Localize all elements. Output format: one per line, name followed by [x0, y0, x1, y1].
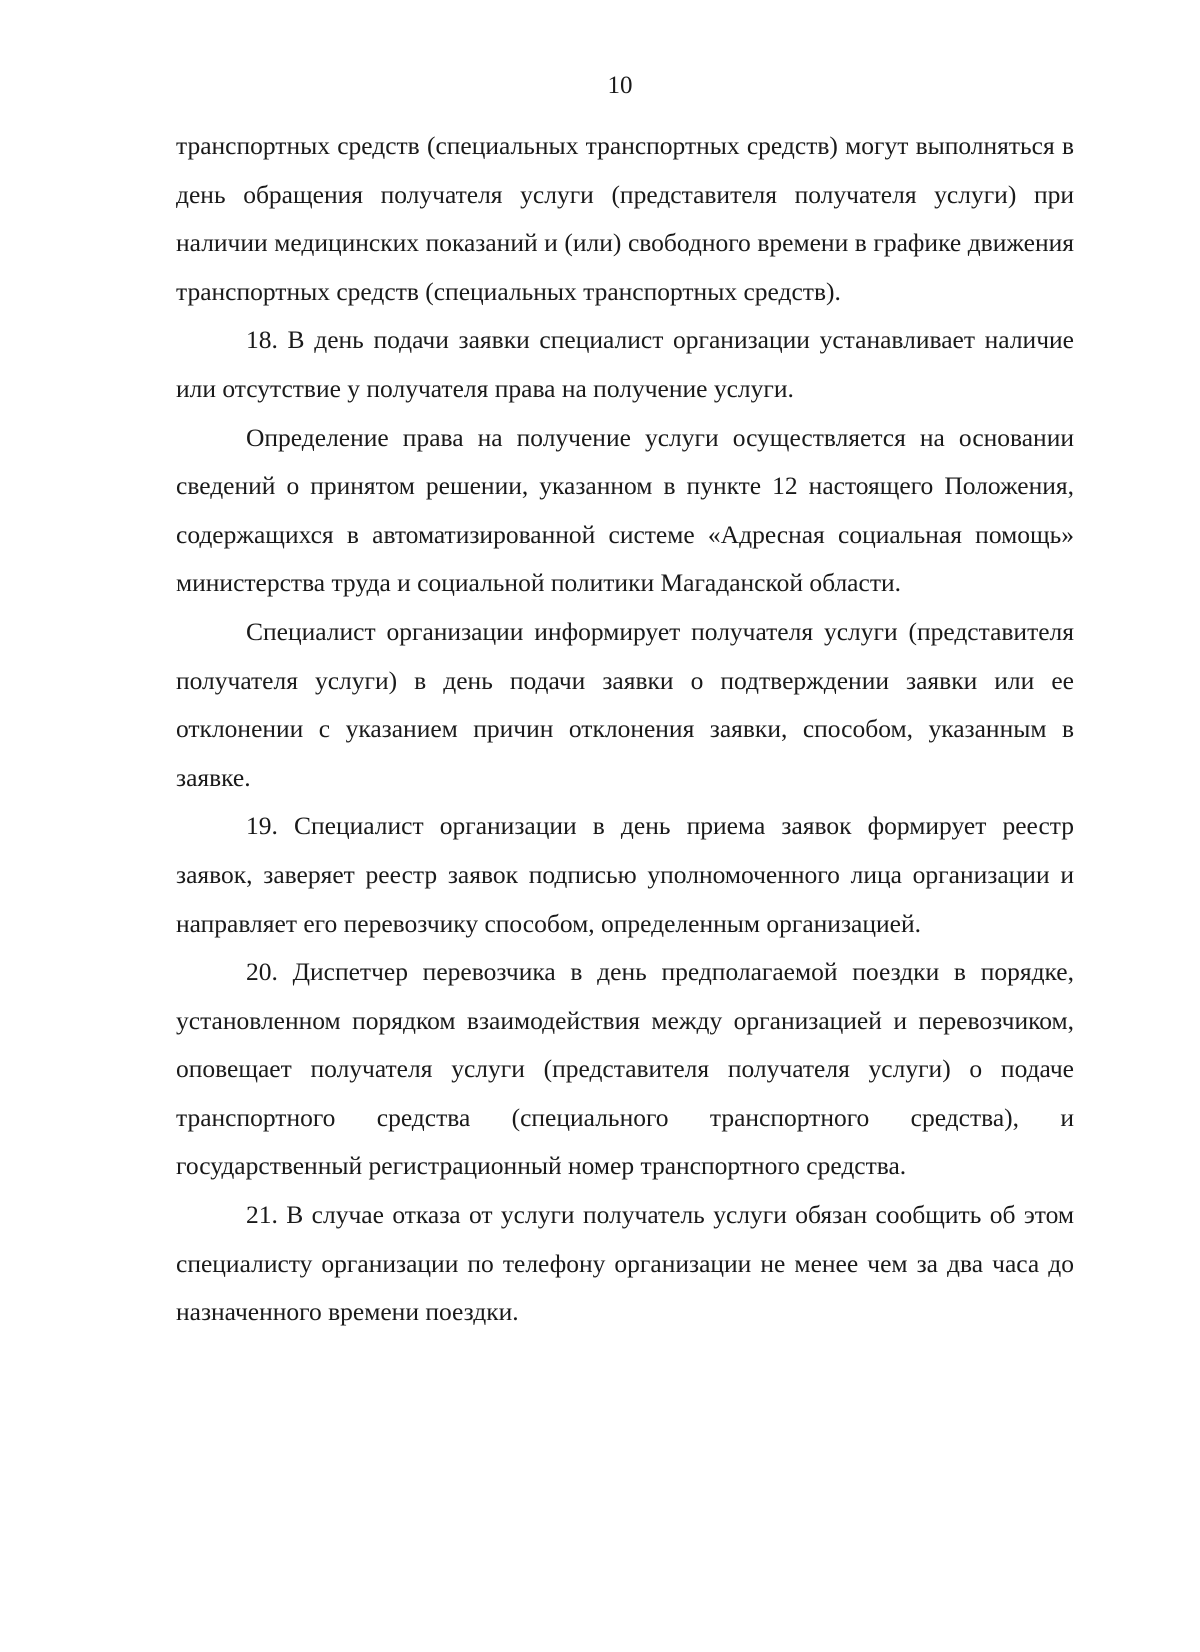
- paragraph-item-18: 18. В день подачи заявки специалист организации устанавливает наличие или отсутствие у получателя права на получение услуги.: [176, 325, 1074, 403]
- paragraph-item-20: 20. Диспетчер перевозчика в день предполагаемой поездки в порядке, установленном порядком взаимодействия между организацией и перевозчиком, оповещает получателя услуги (представителя получателя услуги) о подаче транспортного средства (специального транспортного средства), и государственный регистрационный номер транспортного средства.: [176, 957, 1074, 1181]
- document-body: [176, 122, 1074, 1337]
- page-number: 10: [607, 72, 633, 99]
- paragraph-specialist-informs: Специалист организации информирует получателя услуги (представителя получателя услуги) в день подачи заявки о подтверждении заявки или ее отклонении с указанием причин отклонения заявки, способом, указанным в заявке.: [176, 616, 1074, 792]
- paragraph-item-19: 19. Специалист организации в день приема заявок формирует реестр заявок, заверяет реестр заявок подписью уполномоченного лица организации и направляет его перевозчику способом, определенным организацией.: [176, 811, 1074, 938]
- paragraph-right-determination: Определение права на получение услуги осуществляется на основании сведений о принятом решении, указанном в пункте 12 настоящего Положения, содержащихся в автоматизированной системе «Адресная социальная помощь» министерства труда и социальной политики Магаданской области.: [176, 422, 1074, 598]
- paragraph-continuation: транспортных средств (специальных транспортных средств) могут выполняться в день обращения получателя услуги (представителя получателя услуги) при наличии медицинских показаний и (или) свободного времени в графике движения транспортных средств (специальных транспортных средств).: [176, 131, 1074, 306]
- paragraph-item-21: 21. В случае отказа от услуги получатель услуги обязан сообщить об этом специалисту организации по телефону организации не менее чем за два часа до назначенного времени поездки.: [176, 1200, 1074, 1327]
